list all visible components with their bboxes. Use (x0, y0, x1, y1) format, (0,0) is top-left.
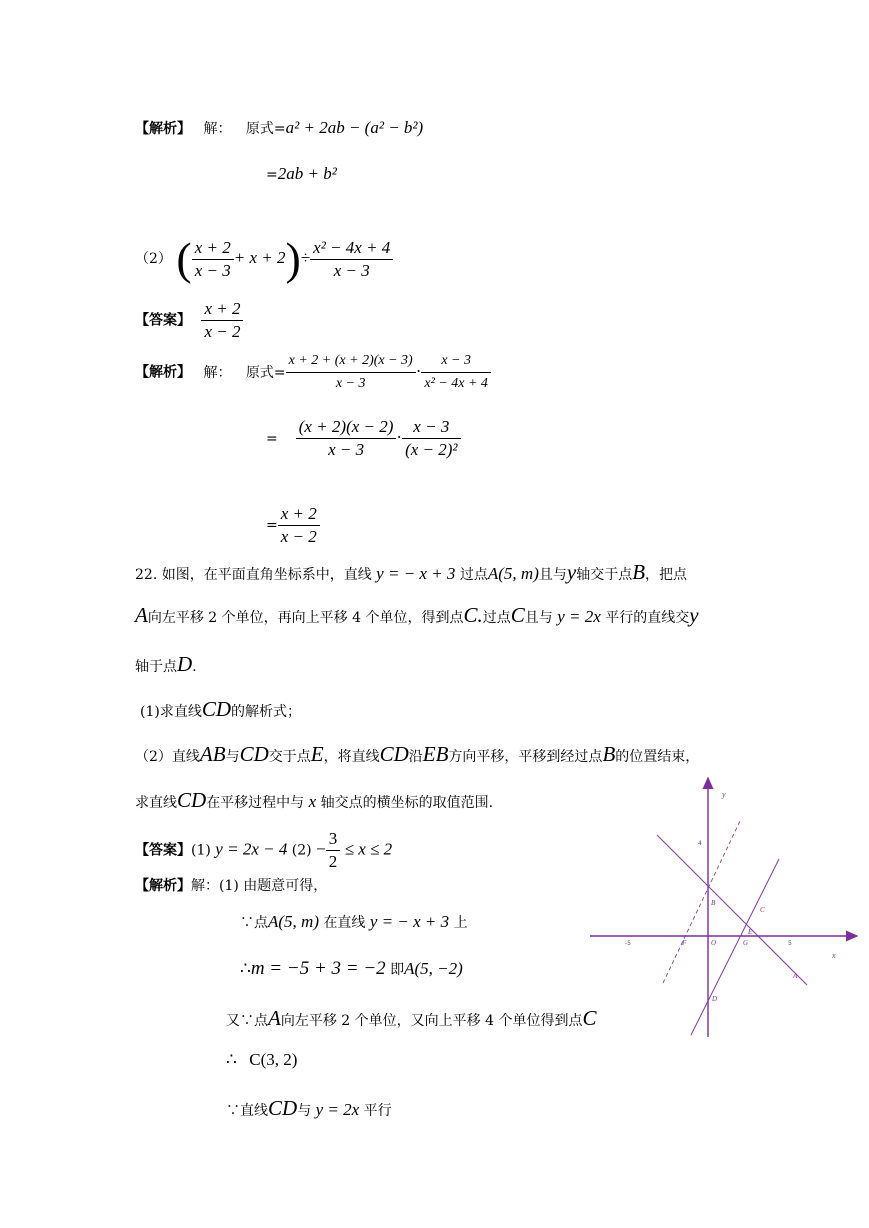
q22-text-2d: 平行的直线交 (605, 610, 690, 626)
q22-C2: C (510, 603, 525, 627)
q22-line3 (135, 652, 197, 677)
label-x: x (832, 951, 836, 960)
analysis-22-b3: 在直线 (323, 915, 366, 931)
expression-2: 2ab + b² (277, 164, 337, 183)
q22-B2: B (602, 742, 616, 766)
answer-num: x + 2 (201, 298, 243, 321)
analysis-22-b1: ∵点 (240, 915, 268, 931)
analysis-22-f5: 平行 (363, 1103, 392, 1119)
q22-CD3: CD (379, 742, 409, 766)
answer-label: 【答案】 (135, 312, 191, 329)
analysis-22-c3: 即 (390, 962, 405, 978)
a2-f4-den: (x − 2)² (405, 440, 458, 459)
analysis-22-d3: 向左平移 2 个单位，又向上平移 4 个单位得到点 (280, 1013, 583, 1029)
label-a: A (793, 972, 798, 980)
analysis-22-e2: C(3, 2) (249, 1050, 298, 1069)
q22-text-3b: . (192, 659, 197, 675)
tick-y-top: 4 (698, 840, 702, 847)
analysis-22-b4: y = − x + 3 (369, 912, 450, 931)
analysis-22-line4 (226, 1006, 596, 1031)
answer-part2 (135, 298, 243, 343)
label-c: C (760, 906, 765, 914)
answer-22-fnum: 3 (326, 828, 341, 851)
q22-sub2-b: 与 (225, 749, 240, 765)
a2-f2-den: x² − 4x + 4 (424, 376, 488, 391)
analysis-22-line5 (226, 1050, 297, 1070)
answer-fraction (201, 298, 243, 343)
equals-sign-2: = (266, 430, 278, 447)
analysis-22-b2: A(5, m) (268, 912, 319, 931)
divide-sign: ÷ (300, 248, 311, 267)
label-f: F (682, 939, 687, 947)
analysis-part2-line1 (135, 350, 491, 395)
part2-question (135, 233, 393, 284)
q22-B1: B (632, 560, 646, 584)
q22-sub3-c: 轴交点的横坐标的取值范围. (320, 795, 494, 811)
q22-text-1c: 且与 (538, 567, 567, 583)
q22-D1: D (177, 652, 193, 676)
answer-22-rest: ≤ x ≤ 2 (344, 839, 393, 859)
q22-text-3a: 轴于点 (135, 659, 177, 675)
analysis-22-line6 (226, 1096, 392, 1121)
analysis-22-label: 【解析】 (135, 878, 191, 894)
q22-EB: EB (422, 742, 449, 766)
answer-22-fraction (326, 828, 341, 873)
tick-x-right: 5 (788, 940, 792, 947)
q22-C1: C. (463, 603, 483, 627)
q22-sub2-c: 交于点 (268, 749, 311, 765)
line-cd (691, 859, 779, 1035)
analysis-22-e1: ∴ (226, 1050, 237, 1069)
a2-f1-den: x − 3 (335, 376, 366, 391)
line-ab (657, 835, 807, 985)
analysis-22-d4: C (582, 1006, 597, 1030)
fraction-1-den: x − 3 (194, 260, 231, 280)
label-g: G (743, 939, 749, 947)
a2-fraction-1 (286, 350, 416, 395)
analysis-22-f2: CD (268, 1096, 298, 1120)
a2-fraction-2 (421, 350, 491, 395)
q22-y2: y (689, 603, 699, 627)
answer-22-eq: y = 2x − 4 (215, 839, 288, 859)
q22-eq2: y = 2x (557, 607, 601, 626)
q22-sub1-b: 的解析式； (231, 704, 302, 720)
label-origin: O (711, 939, 717, 947)
q22-CD1: CD (201, 697, 232, 721)
q22-eq1: y = − x + 3 (376, 564, 456, 583)
analysis-22-c1: ∴ (240, 959, 251, 978)
analysis-22-line2 (240, 912, 468, 932)
analysis-part1 (135, 118, 423, 138)
analysis-22-a: 解：(1) 由题意可得， (191, 878, 328, 894)
analysis-22-line1 (135, 875, 327, 895)
fraction-2-den: x − 3 (333, 260, 370, 280)
dot-sign: · (415, 361, 422, 381)
label-d: D (712, 995, 718, 1003)
q22-text-2b: 过点 (482, 610, 511, 626)
fraction-2 (310, 237, 393, 282)
q22-sub2-f: 方向平移，平移到经过点 (448, 749, 603, 765)
analysis-22-c2: m = −5 + 3 = −2 (250, 958, 386, 979)
answer-22-fden: 2 (328, 852, 338, 871)
q22-sub1-a: (1)求直线 (140, 704, 202, 720)
analysis-part2-line2 (266, 416, 461, 461)
a2-f3-den: x − 3 (328, 440, 365, 459)
analysis-label-2: 【解析】 (135, 364, 191, 381)
answer-22-label: 【答案】 (135, 842, 191, 859)
a2-f2-num: x − 3 (421, 350, 491, 373)
q22-sub3 (135, 788, 493, 813)
q22-A2: A (135, 603, 148, 627)
analysis-22-d1: 又∵点 (226, 1013, 268, 1029)
q22-AB: AB (199, 742, 226, 766)
equals-sign-3: = (266, 517, 278, 534)
a2-f5-num: x + 2 (278, 503, 320, 526)
right-paren: ) (285, 233, 301, 284)
q22-text-1d: 轴交于点 (576, 567, 633, 583)
q22-CD2: CD (239, 742, 269, 766)
q22-line2 (135, 603, 699, 628)
jie-text: 解： (203, 121, 232, 137)
analysis-22-f3: 与 (297, 1103, 312, 1119)
analysis-22-b5: 上 (453, 915, 468, 931)
answer-22-p2: (2) (291, 842, 312, 859)
label-e: E (748, 928, 753, 936)
answer-den: x − 2 (204, 322, 241, 341)
answer-22-p1: (1) (191, 842, 211, 859)
analysis-22-f4: y = 2x (315, 1100, 360, 1119)
answer-22-minus: − (316, 839, 326, 859)
q22-line1 (135, 560, 687, 585)
q22-text-1e: ，把点 (645, 567, 688, 583)
q22-text-1b: 过点 (459, 567, 488, 583)
q22-text-2a: 向左平移 2 个单位，再向上平移 4 个单位，得到点 (147, 610, 464, 626)
yuanshi-text-2: 原式= (245, 364, 286, 381)
fraction-1 (192, 237, 234, 282)
analysis-label: 【解析】 (135, 121, 191, 137)
tick-x-left: -5 (625, 940, 631, 947)
q22-y1: y (566, 560, 577, 584)
a2-f3-num: (x + 2)(x − 2) (296, 416, 397, 439)
a2-fraction-3 (296, 416, 397, 461)
analysis-part1-line2 (266, 164, 337, 184)
q22-sub2-e: 沿 (408, 749, 423, 765)
part2-number: （2） (135, 251, 172, 267)
q22-text-1a: 22. 如图，在平面直角坐标系中，直线 (135, 567, 372, 583)
analysis-22-d2: A (268, 1006, 281, 1030)
q22-CD4: CD (177, 788, 207, 812)
analysis-22-f1: ∵直线 (226, 1103, 268, 1119)
fraction-1-num: x + 2 (192, 237, 234, 260)
a2-fraction-5 (278, 503, 320, 548)
part2-tail: + x + 2 (233, 248, 286, 267)
fraction-2-num: x² − 4x + 4 (310, 237, 393, 260)
q22-sub3-a: 求直线 (135, 795, 177, 811)
left-paren: ( (176, 233, 192, 284)
jie-text-2: 解： (203, 364, 232, 381)
analysis-part2-line3 (266, 503, 320, 548)
dot-sign-2: · (396, 427, 403, 447)
q22-sub1 (140, 697, 301, 722)
q22-text-2c: 且与 (524, 610, 553, 626)
q22-sub2-d: ，将直线 (323, 749, 380, 765)
q22-x1: x (308, 792, 317, 811)
expression-1: a² + 2ab − (a² − b²) (285, 118, 424, 137)
q22-pointA: A(5, m) (487, 564, 539, 583)
label-b: B (711, 899, 716, 907)
q22-sub3-b: 在平移过程中与 (206, 795, 305, 811)
a2-fraction-4 (402, 416, 460, 461)
q22-sub2-a: （2）直线 (135, 749, 200, 765)
analysis-22-line3 (240, 958, 463, 980)
a2-f1-num: x + 2 + (x + 2)(x − 3) (286, 350, 416, 373)
q22-sub2 (135, 742, 699, 767)
answer-22 (135, 828, 392, 873)
q22-E: E (310, 742, 324, 766)
coordinate-graph (585, 775, 865, 1040)
q22-sub2-g: 的位置结束， (615, 749, 700, 765)
a2-f5-den: x − 2 (280, 527, 317, 546)
a2-f4-num: x − 3 (402, 416, 460, 439)
label-y: y (722, 790, 726, 799)
analysis-22-c4: A(5, −2) (404, 959, 463, 978)
yuanshi-text: 原式= (245, 121, 286, 137)
equals-sign: = (266, 167, 278, 183)
